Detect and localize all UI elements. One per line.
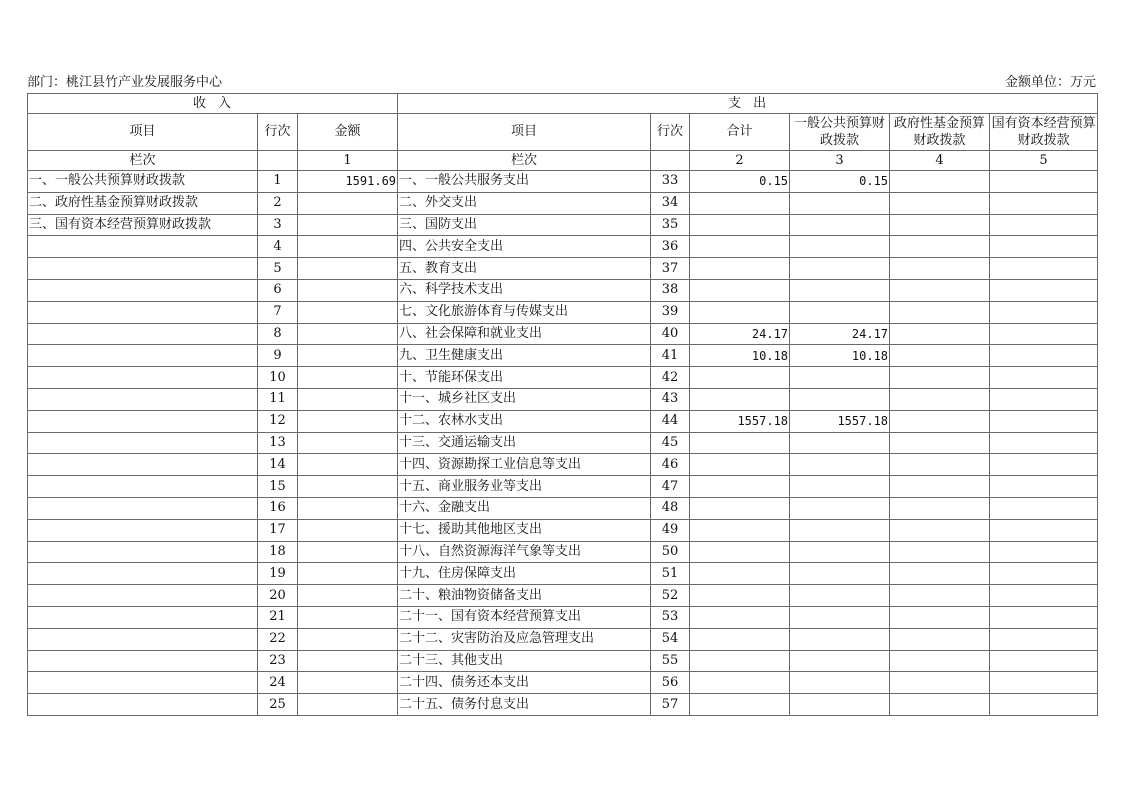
general-budget-cell: 24.17 [790, 323, 890, 345]
total-cell [690, 497, 790, 519]
table-row [28, 650, 1098, 672]
income-amount-cell [298, 301, 398, 323]
expense-item-cell: 三、国防支出 [398, 214, 651, 236]
general-budget-cell [790, 192, 890, 214]
expense-row-no-cell: 51 [651, 563, 690, 585]
income-amount-header: 金额 [298, 114, 398, 151]
general-budget-cell [790, 214, 890, 236]
expense-item-cell: 十六、金融支出 [398, 497, 651, 519]
gov-fund-cell [890, 279, 990, 301]
total-cell [690, 367, 790, 389]
expense-item-cell: 二、外交支出 [398, 192, 651, 214]
general-budget-cell [790, 367, 890, 389]
expense-item-cell: 十七、援助其他地区支出 [398, 519, 651, 541]
gov-fund-cell [890, 388, 990, 410]
total-cell [690, 672, 790, 694]
table-row [28, 563, 1098, 585]
table-row [28, 388, 1098, 410]
state-capital-cell [990, 541, 1098, 563]
general-budget-cell [790, 650, 890, 672]
expense-item-cell: 十四、资源勘探工业信息等支出 [398, 454, 651, 476]
expense-row-no-cell: 34 [651, 192, 690, 214]
gov-fund-cell [890, 454, 990, 476]
income-item-cell [28, 301, 258, 323]
expense-row-no-cell: 48 [651, 497, 690, 519]
income-item-cell: 二、政府性基金预算财政拨款 [28, 192, 258, 214]
income-item-cell [28, 454, 258, 476]
income-row-no-cell: 15 [258, 476, 298, 498]
total-cell [690, 192, 790, 214]
state-capital-cell [990, 454, 1098, 476]
income-item-cell [28, 476, 258, 498]
table-row [28, 323, 1098, 345]
table-row [28, 410, 1098, 432]
income-row-no-cell: 13 [258, 432, 298, 454]
table-row [28, 258, 1098, 280]
income-row-no-cell: 8 [258, 323, 298, 345]
gov-fund-cell [890, 192, 990, 214]
expense-item-cell: 一、一般公共服务支出 [398, 171, 651, 193]
income-item-cell [28, 694, 258, 716]
income-item-cell [28, 410, 258, 432]
expense-item-header: 项目 [398, 114, 651, 151]
expense-section-header: 支出 [398, 94, 1098, 114]
state-capital-cell [990, 279, 1098, 301]
income-row-no-cell: 18 [258, 541, 298, 563]
expense-item-cell: 二十二、灾害防治及应急管理支出 [398, 628, 651, 650]
expense-row-no-cell: 46 [651, 454, 690, 476]
expense-row-no-cell: 49 [651, 519, 690, 541]
income-amount-cell [298, 258, 398, 280]
general-budget-cell [790, 628, 890, 650]
expense-row-no-cell: 39 [651, 301, 690, 323]
gov-fund-cell [890, 585, 990, 607]
general-budget-cell [790, 476, 890, 498]
expense-row-no-cell: 50 [651, 541, 690, 563]
income-row-no-cell: 14 [258, 454, 298, 476]
total-cell [690, 606, 790, 628]
state-capital-cell [990, 519, 1098, 541]
state-capital-cell [990, 323, 1098, 345]
general-budget-cell: 0.15 [790, 171, 890, 193]
expense-item-cell: 二十三、其他支出 [398, 650, 651, 672]
general-budget-cell [790, 519, 890, 541]
gov-fund-cell [890, 345, 990, 367]
gov-fund-cell [890, 672, 990, 694]
general-budget-cell [790, 432, 890, 454]
income-row-no-cell: 7 [258, 301, 298, 323]
expense-row-no-cell: 54 [651, 628, 690, 650]
expense-item-cell: 十三、交通运输支出 [398, 432, 651, 454]
income-item-cell [28, 585, 258, 607]
total-cell [690, 628, 790, 650]
gov-fund-cell [890, 171, 990, 193]
total-cell [690, 694, 790, 716]
expense-row-no-cell: 40 [651, 323, 690, 345]
table-row [28, 367, 1098, 389]
income-item-cell [28, 497, 258, 519]
total-index: 2 [690, 151, 790, 171]
income-item-cell [28, 432, 258, 454]
income-row-no-cell: 23 [258, 650, 298, 672]
gov-fund-cell [890, 628, 990, 650]
income-row-no-cell: 1 [258, 171, 298, 193]
state-capital-cell [990, 345, 1098, 367]
expense-index-label: 栏次 [398, 151, 651, 171]
general-budget-cell [790, 606, 890, 628]
general-budget-index: 3 [790, 151, 890, 171]
income-row-no-cell: 17 [258, 519, 298, 541]
income-row-no-cell: 2 [258, 192, 298, 214]
expense-item-cell: 十九、住房保障支出 [398, 563, 651, 585]
total-cell [690, 519, 790, 541]
income-item-cell [28, 367, 258, 389]
income-item-cell [28, 345, 258, 367]
income-amount-cell [298, 519, 398, 541]
income-row-no-cell: 9 [258, 345, 298, 367]
gov-fund-cell [890, 476, 990, 498]
total-cell [690, 541, 790, 563]
income-amount-cell [298, 388, 398, 410]
gov-fund-cell [890, 367, 990, 389]
general-budget-cell [790, 497, 890, 519]
state-capital-index: 5 [990, 151, 1098, 171]
income-amount-cell [298, 476, 398, 498]
expense-item-cell: 二十四、债务还本支出 [398, 672, 651, 694]
state-capital-cell [990, 497, 1098, 519]
state-capital-cell [990, 214, 1098, 236]
table-row [28, 519, 1098, 541]
gov-fund-cell [890, 236, 990, 258]
income-row-no-header: 行次 [258, 114, 298, 151]
expense-row-no-cell: 56 [651, 672, 690, 694]
expense-item-cell: 四、公共安全支出 [398, 236, 651, 258]
general-budget-cell [790, 258, 890, 280]
income-amount-cell: 1591.69 [298, 171, 398, 193]
expense-item-cell: 十一、城乡社区支出 [398, 388, 651, 410]
gov-fund-cell [890, 214, 990, 236]
state-capital-cell [990, 606, 1098, 628]
expense-row-no-header: 行次 [651, 114, 690, 151]
gov-fund-cell [890, 563, 990, 585]
gov-fund-cell [890, 497, 990, 519]
income-amount-cell [298, 454, 398, 476]
table-row [28, 279, 1098, 301]
income-item-cell [28, 606, 258, 628]
income-amount-cell [298, 236, 398, 258]
expense-item-cell: 二十一、国有资本经营预算支出 [398, 606, 651, 628]
state-capital-cell [990, 650, 1098, 672]
general-budget-cell [790, 672, 890, 694]
gov-fund-header: 政府性基金预算财政拨款 [890, 114, 990, 151]
income-amount-cell [298, 279, 398, 301]
income-row-no-cell: 24 [258, 672, 298, 694]
income-amount-cell [298, 192, 398, 214]
section-header-row [28, 94, 1098, 114]
total-cell: 0.15 [690, 171, 790, 193]
state-capital-header: 国有资本经营预算财政拨款 [990, 114, 1098, 151]
table-row [28, 541, 1098, 563]
total-header: 合计 [690, 114, 790, 151]
expense-item-cell: 六、科学技术支出 [398, 279, 651, 301]
income-row-no-cell: 3 [258, 214, 298, 236]
expense-row-no-cell: 45 [651, 432, 690, 454]
state-capital-cell [990, 301, 1098, 323]
income-item-cell: 一、一般公共预算财政拨款 [28, 171, 258, 193]
expense-item-cell: 十八、自然资源海洋气象等支出 [398, 541, 651, 563]
expense-item-cell: 五、教育支出 [398, 258, 651, 280]
income-item-header: 项目 [28, 114, 258, 151]
state-capital-cell [990, 410, 1098, 432]
income-amount-cell [298, 606, 398, 628]
general-budget-header: 一般公共预算财政拨款 [790, 114, 890, 151]
total-cell [690, 214, 790, 236]
state-capital-cell [990, 628, 1098, 650]
table-body [28, 94, 1098, 716]
income-amount-cell [298, 563, 398, 585]
total-cell [690, 585, 790, 607]
income-item-cell [28, 628, 258, 650]
expense-item-cell: 二十五、债务付息支出 [398, 694, 651, 716]
income-row-no-cell: 19 [258, 563, 298, 585]
state-capital-cell [990, 476, 1098, 498]
general-budget-cell [790, 694, 890, 716]
income-amount-cell [298, 410, 398, 432]
income-amount-cell [298, 345, 398, 367]
expense-row-no-cell: 44 [651, 410, 690, 432]
income-item-cell [28, 519, 258, 541]
income-amount-cell [298, 497, 398, 519]
state-capital-cell [990, 672, 1098, 694]
table-row [28, 628, 1098, 650]
income-section-header: 收入 [28, 94, 398, 114]
income-row-no-cell: 20 [258, 585, 298, 607]
total-cell [690, 650, 790, 672]
income-item-cell [28, 323, 258, 345]
table-row [28, 585, 1098, 607]
expense-row-no-cell: 47 [651, 476, 690, 498]
expense-item-cell: 七、文化旅游体育与传媒支出 [398, 301, 651, 323]
department-label: 部门：桃江县竹产业发展服务中心 [27, 75, 223, 90]
gov-fund-index: 4 [890, 151, 990, 171]
budget-table [27, 93, 1098, 716]
state-capital-cell [990, 432, 1098, 454]
expense-row-no-index [651, 151, 690, 171]
general-budget-cell [790, 301, 890, 323]
general-budget-cell: 1557.18 [790, 410, 890, 432]
income-item-cell [28, 279, 258, 301]
general-budget-cell [790, 388, 890, 410]
expense-row-no-cell: 36 [651, 236, 690, 258]
expense-item-cell: 九、卫生健康支出 [398, 345, 651, 367]
state-capital-cell [990, 694, 1098, 716]
table-row [28, 476, 1098, 498]
gov-fund-cell [890, 650, 990, 672]
gov-fund-cell [890, 410, 990, 432]
expense-row-no-cell: 33 [651, 171, 690, 193]
income-item-cell [28, 672, 258, 694]
gov-fund-cell [890, 432, 990, 454]
income-amount-cell [298, 323, 398, 345]
general-budget-cell: 10.18 [790, 345, 890, 367]
general-budget-cell [790, 279, 890, 301]
income-item-cell: 三、国有资本经营预算财政拨款 [28, 214, 258, 236]
income-row-no-index [258, 151, 298, 171]
expense-row-no-cell: 57 [651, 694, 690, 716]
income-amount-cell [298, 694, 398, 716]
income-row-no-cell: 12 [258, 410, 298, 432]
table-row [28, 606, 1098, 628]
total-cell [690, 236, 790, 258]
table-row [28, 694, 1098, 716]
gov-fund-cell [890, 323, 990, 345]
total-cell [690, 258, 790, 280]
total-cell [690, 432, 790, 454]
general-budget-cell [790, 454, 890, 476]
total-cell [690, 476, 790, 498]
income-item-cell [28, 388, 258, 410]
income-row-no-cell: 21 [258, 606, 298, 628]
total-cell [690, 279, 790, 301]
state-capital-cell [990, 171, 1098, 193]
income-row-no-cell: 10 [258, 367, 298, 389]
income-row-no-cell: 4 [258, 236, 298, 258]
income-row-no-cell: 11 [258, 388, 298, 410]
expense-item-cell: 十、节能环保支出 [398, 367, 651, 389]
general-budget-cell [790, 563, 890, 585]
total-cell [690, 301, 790, 323]
table-row [28, 672, 1098, 694]
general-budget-cell [790, 236, 890, 258]
income-row-no-cell: 6 [258, 279, 298, 301]
income-amount-cell [298, 214, 398, 236]
table-row [28, 454, 1098, 476]
expense-item-cell: 二十、粮油物资储备支出 [398, 585, 651, 607]
income-amount-cell [298, 367, 398, 389]
expense-row-no-cell: 53 [651, 606, 690, 628]
column-header-row [28, 114, 1098, 151]
table-row [28, 345, 1098, 367]
table-row [28, 432, 1098, 454]
income-index-label: 栏次 [28, 151, 258, 171]
income-row-no-cell: 16 [258, 497, 298, 519]
table-row [28, 301, 1098, 323]
table-row [28, 171, 1098, 193]
income-row-no-cell: 5 [258, 258, 298, 280]
expense-row-no-cell: 43 [651, 388, 690, 410]
state-capital-cell [990, 192, 1098, 214]
amount-index: 1 [298, 151, 398, 171]
income-row-no-cell: 25 [258, 694, 298, 716]
income-amount-cell [298, 628, 398, 650]
table-row [28, 192, 1098, 214]
income-amount-cell [298, 585, 398, 607]
expense-row-no-cell: 55 [651, 650, 690, 672]
general-budget-cell [790, 585, 890, 607]
gov-fund-cell [890, 541, 990, 563]
expense-item-cell: 十二、农林水支出 [398, 410, 651, 432]
income-amount-cell [298, 650, 398, 672]
state-capital-cell [990, 236, 1098, 258]
income-item-cell [28, 563, 258, 585]
state-capital-cell [990, 585, 1098, 607]
state-capital-cell [990, 367, 1098, 389]
expense-row-no-cell: 42 [651, 367, 690, 389]
income-row-no-cell: 22 [258, 628, 298, 650]
gov-fund-cell [890, 519, 990, 541]
income-item-cell [28, 236, 258, 258]
expense-item-cell: 八、社会保障和就业支出 [398, 323, 651, 345]
gov-fund-cell [890, 606, 990, 628]
income-item-cell [28, 258, 258, 280]
income-item-cell [28, 650, 258, 672]
total-cell [690, 563, 790, 585]
income-item-cell [28, 541, 258, 563]
total-cell [690, 388, 790, 410]
income-amount-cell [298, 672, 398, 694]
state-capital-cell [990, 563, 1098, 585]
state-capital-cell [990, 388, 1098, 410]
total-cell: 10.18 [690, 345, 790, 367]
expense-row-no-cell: 41 [651, 345, 690, 367]
income-amount-cell [298, 541, 398, 563]
gov-fund-cell [890, 301, 990, 323]
expense-row-no-cell: 37 [651, 258, 690, 280]
table-row [28, 236, 1098, 258]
total-cell: 1557.18 [690, 410, 790, 432]
expense-row-no-cell: 35 [651, 214, 690, 236]
expense-item-cell: 十五、商业服务业等支出 [398, 476, 651, 498]
table-row [28, 497, 1098, 519]
table-row [28, 214, 1098, 236]
gov-fund-cell [890, 258, 990, 280]
column-index-row [28, 151, 1098, 171]
total-cell: 24.17 [690, 323, 790, 345]
amount-unit-label: 金额单位：万元 [1004, 75, 1096, 90]
income-amount-cell [298, 432, 398, 454]
total-cell [690, 454, 790, 476]
state-capital-cell [990, 258, 1098, 280]
gov-fund-cell [890, 694, 990, 716]
general-budget-cell [790, 541, 890, 563]
expense-row-no-cell: 52 [651, 585, 690, 607]
expense-row-no-cell: 38 [651, 279, 690, 301]
